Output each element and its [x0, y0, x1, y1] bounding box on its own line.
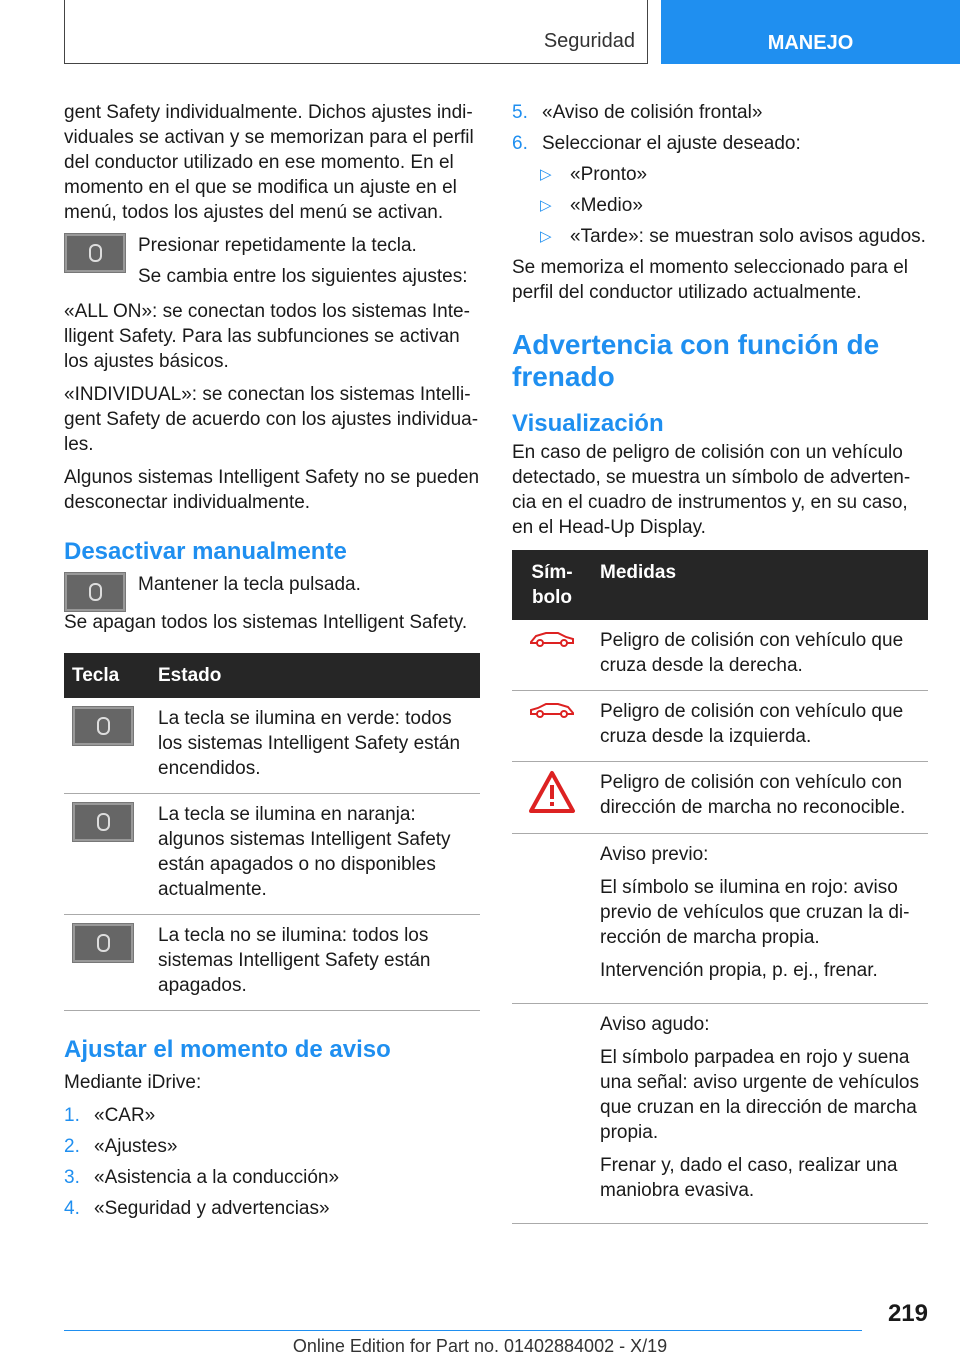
car-left-icon — [528, 699, 576, 719]
triangle-bullet-icon: ▷ — [540, 228, 552, 245]
press-text-1: Presionar repetidamente la tecla. — [138, 235, 417, 256]
list-item: ▷ «Tarde»: se muestran solo avisos agudos. — [540, 226, 926, 247]
table-row — [64, 698, 480, 794]
triangle-bullet-icon: ▷ — [540, 197, 552, 214]
heading-advertencia: Advertencia con función de frenado — [512, 329, 880, 392]
header-box — [64, 0, 648, 64]
list-item: 2. «Ajustes» — [64, 1136, 178, 1157]
heading-desactivar: Desactivar manualmente — [64, 538, 347, 565]
key-state-table — [64, 653, 480, 1011]
safety-key-icon — [64, 572, 126, 612]
table-row — [512, 762, 928, 834]
list-item: ▷ «Medio» — [540, 195, 643, 216]
steps-list-left — [64, 1103, 480, 1221]
safety-key-icon — [64, 233, 126, 273]
footer-divider — [64, 1330, 862, 1331]
encaso-paragraph: En caso de peligro de colisión con un vehículo detectado, se muestra un símbolo de advertencia en el cuadro de instrumentos y, en su caso, en el Head-Up Display. — [512, 442, 911, 538]
header-section: Seguridad — [543, 30, 635, 52]
heading-ajustar: Ajustar el momento de aviso — [64, 1036, 391, 1063]
symbol-table — [512, 550, 928, 1224]
options-list — [540, 162, 928, 249]
heading-visualizacion: Visualización — [512, 410, 664, 437]
state-orange: La tecla se ilumina en naranja: algunos sistemas Intelligent Safety están apagados o no disponibles actualmente. — [150, 794, 480, 915]
hold-key-row — [64, 572, 480, 612]
measure-left: Peligro de colisión con vehículo que cruza desde la izquierda. — [592, 691, 928, 762]
list-item: 5. «Aviso de colisión frontal» — [512, 102, 763, 123]
table-row — [512, 691, 928, 762]
header-tab[interactable] — [661, 0, 960, 64]
col-header-tecla: Tecla — [64, 653, 150, 698]
col-header-simbolo: Símbolo — [512, 550, 592, 620]
table-row — [64, 915, 480, 1011]
car-right-icon — [528, 628, 576, 648]
individual-paragraph: «INDIVIDUAL»: se conectan los sistemas Intelligent Safety de acuerdo con los ajustes individuales. — [64, 384, 479, 455]
press-key-row — [64, 233, 480, 295]
right-column — [512, 100, 928, 1224]
col-header-medidas: Medidas — [592, 550, 928, 620]
measure-agudo: Aviso agudo: El símbolo parpadea en rojo y suena una señal: aviso urgente de vehículos que cruzan en la dirección de marcha propia. Frenar y, dado el caso, realizar una maniobra evasiva. — [592, 1004, 928, 1224]
list-item: 1. «CAR» — [64, 1105, 156, 1126]
safety-key-off-icon — [72, 923, 134, 963]
list-item: 3. «Asistencia a la conducción» — [64, 1167, 340, 1188]
table-row — [64, 794, 480, 915]
measure-right: Peligro de colisión con vehículo que cruza desde la derecha. — [592, 620, 928, 691]
safety-key-orange-icon — [72, 802, 134, 842]
memoriza-paragraph: Se memoriza el momento seleccionado para el perfil del conductor utilizado actualmente. — [512, 257, 909, 303]
header-tab-label: MANEJO — [767, 32, 854, 54]
steps-list-right — [512, 100, 928, 156]
page-number: 219 — [887, 1300, 928, 1327]
col-header-estado: Estado — [150, 653, 480, 698]
table-row — [512, 620, 928, 691]
footer-edition: Online Edition for Part no. 01402884002 - X/19 — [292, 1336, 668, 1356]
table-row — [512, 1004, 928, 1224]
apagan-paragraph: Se apagan todos los sistemas Intelligent Safety. — [64, 612, 468, 633]
safety-key-green-icon — [72, 706, 134, 746]
state-green: La tecla se ilumina en verde: todos los sistemas Intelligent Safety están encendidos. — [150, 698, 480, 794]
mediante-text: Mediante iDrive: — [64, 1072, 202, 1093]
intro-paragraph: gent Safety individualmente. Dichos ajustes individuales se activan y se memorizan para el perfil del conductor utilizado en ese momento. En el momento en el que se modifica un ajuste en el menú, todos los ajustes del menú se activan. — [64, 102, 474, 223]
measure-unknown: Peligro de colisión con vehículo con dirección de marcha no reconocible. — [592, 762, 928, 834]
allon-paragraph: «ALL ON»: se conectan todos los sistemas Intelligent Safety. Para las subfunciones se activan los ajustes básicos. — [64, 301, 470, 372]
warning-triangle-icon — [528, 770, 576, 814]
state-off: La tecla no se ilumina: todos los sistemas Intelligent Safety están apagados. — [150, 915, 480, 1011]
left-column — [64, 100, 480, 1227]
triangle-bullet-icon: ▷ — [540, 166, 552, 183]
list-item: 6. Seleccionar el ajuste deseado: — [512, 133, 801, 154]
hold-text: Mantener la tecla pulsada. — [138, 574, 361, 595]
measure-preaviso: Aviso previo: El símbolo se ilumina en rojo: aviso previo de vehículos que cruzan la dirección de marcha propia. Intervención propia, p. ej., frenar. — [592, 834, 928, 1004]
table-row — [512, 834, 928, 1004]
list-item: 4. «Seguridad y advertencias» — [64, 1198, 330, 1219]
algunos-paragraph: Algunos sistemas Intelligent Safety no se pueden desconectar individualmente. — [64, 467, 480, 513]
list-item: ▷ «Pronto» — [540, 164, 648, 185]
press-text-2: Se cambia entre los siguientes ajustes: — [138, 266, 468, 287]
